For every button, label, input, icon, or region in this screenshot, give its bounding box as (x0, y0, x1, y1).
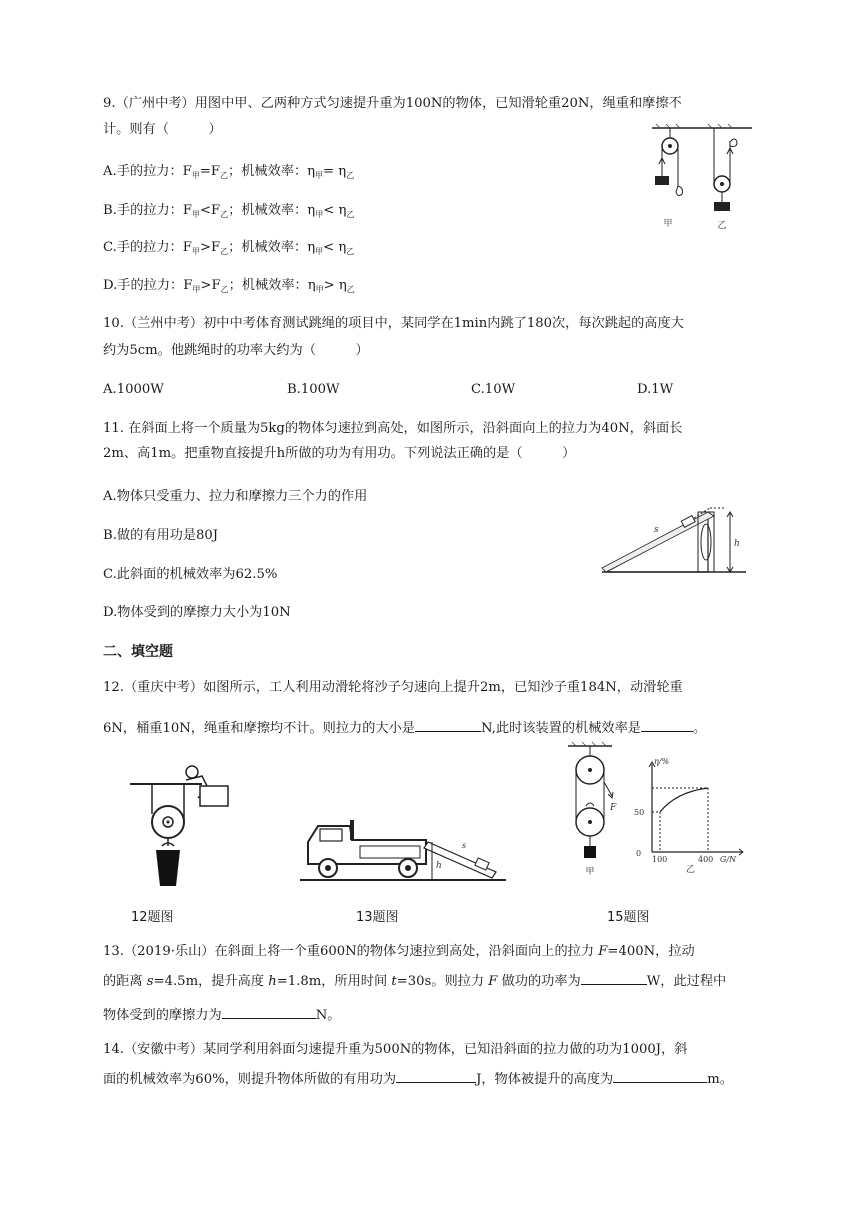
q10-option-a[interactable]: A.1000W (103, 382, 164, 397)
fig13-truck-ramp (300, 820, 510, 884)
q9-option-a[interactable] (103, 164, 354, 181)
stem-text: =400N，拉动 (607, 944, 695, 959)
fig11-label-s: s (654, 525, 659, 535)
stem-text: W，此过程中 (646, 974, 727, 989)
q13-stem-line3 (103, 1005, 340, 1024)
option-text: < η (323, 240, 347, 255)
variable-s: s (146, 974, 154, 989)
stem-text: 做功的功率为 (497, 974, 581, 989)
q10-stem-line2: 约为5cm。他跳绳时的功率大约为（ ） (103, 343, 369, 358)
fig-label-yi: 乙 (717, 221, 727, 231)
option-text: C.手的拉力：F (103, 240, 192, 255)
subscript: 甲 (191, 171, 200, 180)
q12-stem-line2 (103, 718, 706, 737)
subscript: 乙 (346, 171, 355, 180)
option-text: < η (323, 203, 347, 218)
q12-answer-blank-1[interactable] (415, 718, 481, 732)
option-text: A.手的拉力：F (103, 164, 192, 179)
subscript: 甲 (191, 210, 200, 219)
q10-option-b[interactable]: B.100W (287, 382, 340, 397)
q12-stem-line1: 12.（重庆中考）如图所示，工人利用动滑轮将沙子匀速向上提升2m，已知沙子重184N，动滑轮重 (103, 680, 683, 695)
q13-answer-blank-1[interactable] (581, 971, 647, 985)
q11-option-a[interactable]: A.物体只受重力、拉力和摩擦力三个力的作用 (103, 489, 368, 504)
q11-stem-line1: 11. 在斜面上将一个质量为5kg的物体匀速拉到高处，如图所示，沿斜面向上的拉力为40N，斜面长 (103, 421, 683, 436)
fig15-chart-label-yi: 乙 (686, 865, 696, 875)
variable-f: F (488, 974, 498, 989)
subscript: 甲 (315, 171, 324, 180)
stem-text: 。 (692, 721, 707, 736)
fig15-chart-xlabel: G/N (720, 855, 737, 864)
q10-option-d[interactable]: D.1W (637, 382, 674, 397)
fig15-chart-xtick-100: 100 (652, 855, 668, 864)
subscript: 乙 (346, 247, 355, 256)
q11-option-c[interactable]: C.此斜面的机械效率为62.5% (103, 567, 278, 582)
q9-option-b[interactable] (103, 203, 354, 220)
stem-text: 13.（2019·乐山）在斜面上将一个重600N的物体匀速拉到高处，沿斜面向上的拉力 (103, 944, 599, 959)
q10-stem-line1: 10.（兰州中考）初中中考体育测试跳绳的项目中，某同学在1min内跳了180次，每次跳起的高度大 (103, 316, 684, 331)
stem-text: =1.8m，所用时间 (276, 974, 392, 989)
option-text: D.手的拉力：F (103, 278, 193, 293)
option-text: <F (199, 203, 221, 218)
variable-t: t (391, 974, 397, 989)
subscript: 甲 (315, 210, 324, 219)
stem-text: m。 (707, 1072, 733, 1087)
fig13-label-s: s (462, 841, 467, 850)
option-text: B.手的拉力：F (103, 203, 192, 218)
stem-text: 物体受到的摩擦力为 (103, 1008, 222, 1023)
subscript: 甲 (192, 285, 201, 294)
caption-fig15: 15题图 (607, 910, 650, 925)
q13-answer-blank-2[interactable] (222, 1005, 316, 1019)
option-text: > η (323, 278, 347, 293)
q11-option-b[interactable]: B.做的有用功是80J (103, 528, 219, 543)
caption-fig13: 13题图 (356, 910, 399, 925)
variable-f: F (598, 944, 608, 959)
stem-text: N。 (315, 1008, 341, 1023)
fig15-chart-ytick: 50 (634, 808, 645, 817)
stem-text: =30s。则拉力 (396, 974, 489, 989)
subscript: 甲 (191, 247, 200, 256)
fig11-label-h: h (734, 539, 740, 549)
section-heading-fill-in: 二、填空题 (103, 644, 173, 660)
q14-answer-blank-1[interactable] (396, 1069, 476, 1083)
q9-stem-line1: 9.（广州中考）用图中甲、乙两种方式匀速提升重为100N的物体，已知滑轮重20N，绳重和摩擦不 (103, 96, 682, 111)
subscript: 乙 (220, 247, 229, 256)
subscript: 乙 (220, 210, 229, 219)
subscript: 乙 (220, 285, 229, 294)
option-text: ；机械效率：η (228, 278, 316, 293)
q13-stem-line2 (103, 971, 726, 990)
option-text: >F (199, 240, 221, 255)
stem-text: =4.5m，提升高度 (153, 974, 269, 989)
q13-stem-line1 (103, 944, 695, 960)
fig15-pulley-system (562, 742, 622, 880)
q9-option-d[interactable] (103, 278, 355, 295)
fig15-label-jia: 甲 (585, 867, 595, 877)
subscript: 乙 (346, 210, 355, 219)
fig15-label-f: F (610, 803, 617, 813)
variable-h: h (268, 974, 277, 989)
q9-stem-line2: 计。则有（ ） (103, 122, 222, 137)
fig15-chart-xtick-400: 400 (698, 855, 714, 864)
stem-text: J，物体被提升的高度为 (476, 1072, 614, 1087)
subscript: 乙 (346, 285, 355, 294)
q14-answer-blank-2[interactable] (613, 1069, 707, 1083)
fig15-efficiency-chart (632, 756, 750, 875)
fig-label-jia: 甲 (663, 219, 673, 229)
option-text: ；机械效率：η (228, 240, 316, 255)
q11-stem-line2: 2m、高1m。把重物直接提升h所做的功为有用功。下列说法正确的是（ ） (103, 446, 576, 461)
subscript: 甲 (315, 285, 324, 294)
option-text: >F (200, 278, 221, 293)
fig12-worker-pulley (126, 758, 236, 890)
q11-incline-figure (598, 496, 748, 578)
stem-text: 的距离 (103, 974, 147, 989)
option-text: ；机械效率：η (228, 164, 316, 179)
q9-option-c[interactable] (103, 240, 354, 257)
option-text: ；机械效率：η (228, 203, 316, 218)
fig13-label-h: h (436, 861, 442, 871)
subscript: 甲 (315, 247, 324, 256)
stem-text: N,此时该装置的机械效率是 (481, 721, 641, 736)
stem-text: 面的机械效率为60%，则提升物体所做的有用功为 (103, 1072, 397, 1087)
q9-pulley-figure (648, 124, 758, 234)
caption-fig12: 12题图 (131, 910, 174, 925)
fig15-chart-ylabel: η/% (654, 757, 670, 766)
fig15-chart-origin: 0 (636, 849, 642, 858)
q10-option-c[interactable]: C.10W (471, 382, 516, 397)
option-text: =F (199, 164, 221, 179)
option-text: = η (323, 164, 347, 179)
q11-option-d[interactable]: D.物体受到的摩擦力大小为10N (103, 605, 291, 620)
stem-text: 6N，桶重10N，绳重和摩擦均不计。则拉力的大小是 (103, 721, 415, 736)
q12-answer-blank-2[interactable] (641, 718, 693, 732)
q14-stem-line1: 14.（安徽中考）某同学利用斜面匀速提升重为500N的物体，已知沿斜面的拉力做的功为1000J，斜 (103, 1042, 688, 1057)
q14-stem-line2 (103, 1069, 733, 1088)
subscript: 乙 (220, 171, 229, 180)
